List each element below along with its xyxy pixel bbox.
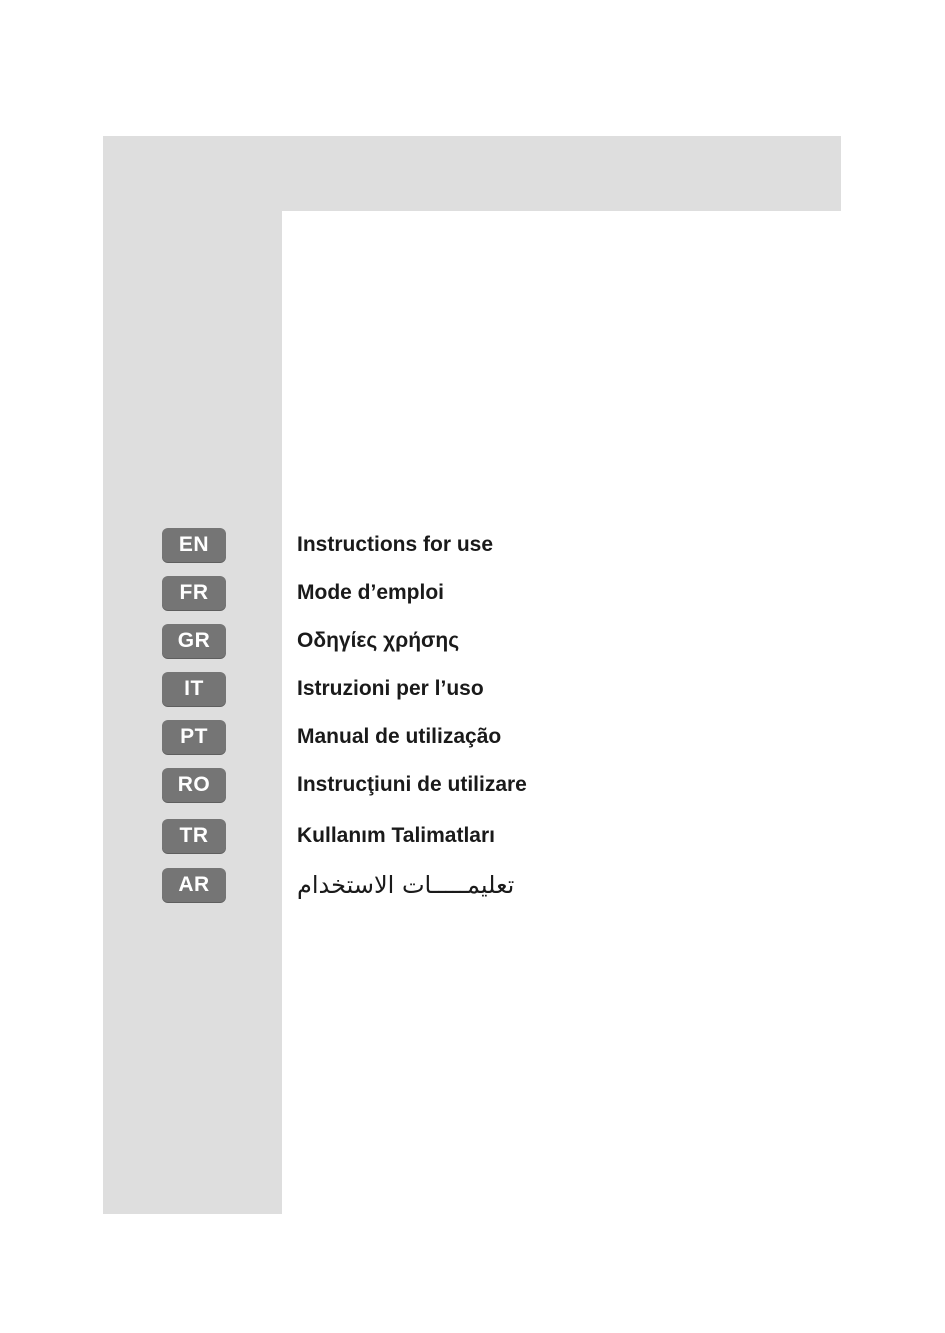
language-title-en: Instructions for use <box>297 533 494 556</box>
language-row-fr <box>0 576 945 612</box>
language-row-ro <box>0 768 945 804</box>
language-title-gr: Οδηγίες χρήσης <box>297 629 460 652</box>
language-title-ro: Instrucţiuni de utilizare <box>297 773 527 796</box>
language-badge-tr: TR <box>162 819 226 853</box>
language-title-it: Istruzioni per l’uso <box>297 677 484 700</box>
language-badge-ro: RO <box>162 768 226 802</box>
language-title-fr: Mode d’emploi <box>297 581 444 604</box>
language-row-it <box>0 672 945 708</box>
language-row-en <box>0 528 945 564</box>
language-badge-gr: GR <box>162 624 226 658</box>
language-row-ar <box>0 868 945 904</box>
language-title-pt: Manual de utilização <box>297 725 502 748</box>
language-badge-it: IT <box>162 672 226 706</box>
language-badge-fr: FR <box>162 576 226 610</box>
language-badge-pt: PT <box>162 720 226 754</box>
language-row-gr <box>0 624 945 660</box>
language-row-tr <box>0 819 945 855</box>
language-row-pt <box>0 720 945 756</box>
language-badge-en: EN <box>162 528 226 562</box>
language-title-ar: تعليمـــــات الاستخدام <box>297 871 515 899</box>
language-badge-ar: AR <box>162 868 226 902</box>
language-title-tr: Kullanım Talimatları <box>297 824 495 847</box>
